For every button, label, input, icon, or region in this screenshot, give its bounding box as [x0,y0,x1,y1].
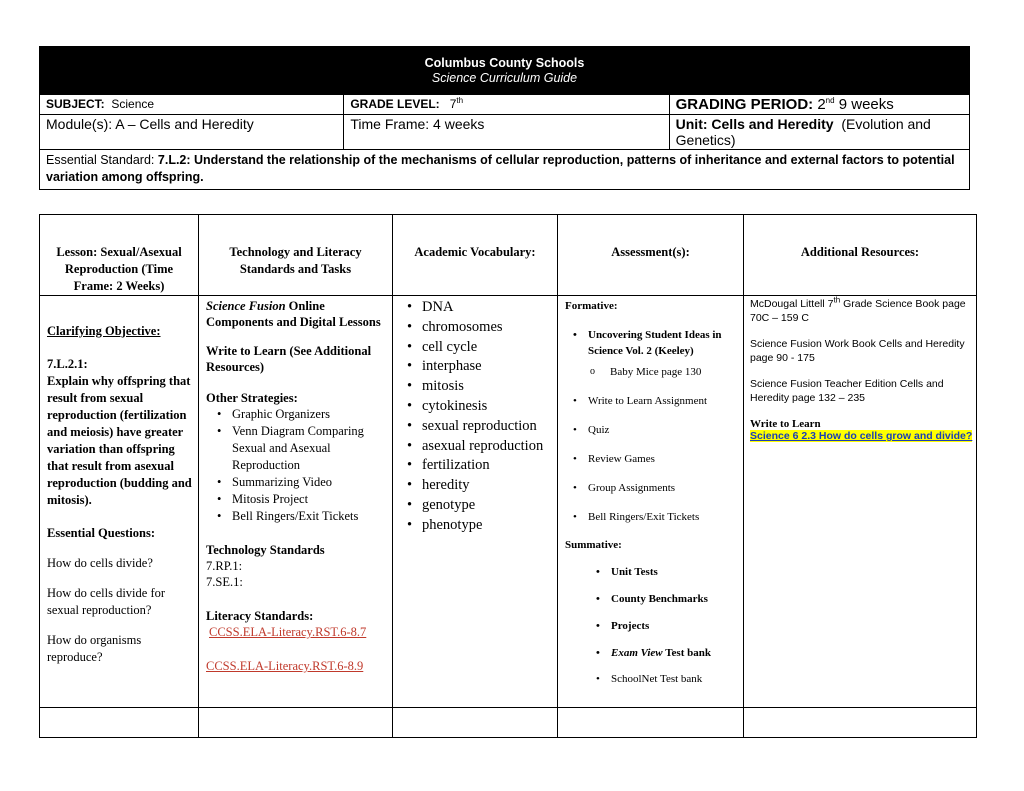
resources-cell [750,296,974,443]
technology-standards-label: Technology Standards [206,543,325,557]
header-banner [39,46,970,95]
grade-cell [343,95,668,114]
exam-view-italic: Exam View [611,647,663,659]
subject-label: SUBJECT: [46,97,105,111]
resource-1-b: Grade Science Book page 70C – 159 C [750,298,966,324]
formative-item: • Review Games [588,451,741,467]
vocab-item: • DNA [422,298,557,318]
grade-label: GRADE LEVEL: [350,97,440,111]
essential-standard [39,150,970,190]
write-to-learn-label: Write to Learn [750,418,821,430]
summative-item: • Unit Tests [611,564,741,580]
vocab-item: • sexual reproduction [422,417,557,437]
summative-item: • County Benchmarks [611,591,741,607]
col-header-resources: Additional Resources: [800,245,920,259]
vocab-item: • cytokinesis [422,397,557,417]
formative-item: • Group Assignments [588,480,741,496]
header-table [39,46,970,190]
header-row-1 [39,95,970,115]
literacy-standards-label: Literacy Standards: [206,609,314,623]
objective-code: 7.L.2.1: [47,357,88,371]
grading-value: 2 [817,96,826,113]
baby-mice-item: o Baby Mice page 130 [610,364,741,380]
strategy-item: • Bell Ringers/Exit Tickets [232,508,390,525]
summative-item: • Projects [611,618,741,634]
unit-label: Unit: Cells and Heredity [675,116,834,132]
resource-1-a: McDougal Littell 7 [750,298,834,310]
essential-questions-label: Essential Questions: [47,526,156,540]
clarifying-objective-label: Clarifying Objective: [47,324,161,338]
strategy-item: • Mitosis Project [232,491,390,508]
question-2: How do cells divide for sexual reproduction? [47,586,166,617]
resource-3: Science Fusion Teacher Edition Cells and Heredity page 132 – 235 [750,378,944,404]
school-title: Columbus County Schools [424,56,585,70]
online-italic: Science Fusion [206,299,286,313]
literacy-link-2[interactable]: CCSS.ELA-Literacy.RST.6-8.9 [206,659,364,673]
formative-list [565,327,741,359]
grading-cell [669,95,969,114]
essential-text: 7.L.2: Understand the relationship of the mechanisms of cellular reproduction, patterns of inheritance and external factors to potential variation among offspring. [46,153,955,184]
other-strategies-label: Other Strategies: [206,391,298,405]
resource-2: Science Fusion Work Book Cells and Heredity page 90 - 175 [750,338,965,364]
literacy-link-1[interactable]: CCSS.ELA-Literacy.RST.6-8.7 [209,625,367,639]
resource-1 [750,297,974,325]
col-header-vocab: Academic Vocabulary: [414,245,536,259]
formative-item: • Bell Ringers/Exit Tickets [588,509,741,525]
unit-cell [669,115,969,149]
subject-cell [40,95,343,114]
online-components [206,298,390,330]
header-row-2 [39,115,970,150]
vocab-cell [393,296,557,536]
resource-1-sup: th [833,295,841,305]
question-3: How do organisms reproduce? [47,633,142,664]
col-header-lesson: Lesson: Sexual/Asexual Reproduction (Time Frame: 2 Weeks) [56,245,182,293]
vocab-list [393,298,557,536]
lesson-cell [47,296,195,666]
module-cell: Module(s): A – Cells and Heredity [46,116,254,132]
summative-item-exam-view [611,645,741,661]
vocab-item: • heredity [422,476,557,496]
uncovering-item: • Uncovering Student Ideas in Science Vol. 2 (Keeley) [588,327,741,359]
write-to-learn: Write to Learn (See Additional Resources) [206,344,372,374]
grading-sup: nd [825,96,835,105]
tech-standard-2: 7.SE.1: [206,575,243,589]
strategy-item: • Venn Diagram Comparing Sexual and Asexual Reproduction [232,423,390,474]
grading-label: GRADING PERIOD: [675,96,814,113]
objective-text: Explain why offspring that result from sexual reproduction (fertilization and meiosis) have greater variation than offspring that result from asexual reproduction (budding and mitosis). [47,374,192,507]
grading-suffix: 9 weeks [838,96,894,113]
grade-sup: th [456,96,464,105]
formative-label: Formative: [565,300,618,312]
tech-standard-1: 7.RP.1: [206,559,243,573]
vocab-item: • mitosis [422,377,557,397]
write-to-learn-link[interactable]: Science 6 2.3 How do cells grow and divide? [750,430,973,442]
strategy-item: • Summarizing Video [232,474,390,491]
vocab-item: • cell cycle [422,338,557,358]
subject-value: Science [111,97,155,111]
lesson-table [39,214,977,738]
vocab-item: • fertilization [422,456,557,476]
summative-item: • SchoolNet Test bank [611,671,741,687]
vocab-item: • chromosomes [422,318,557,338]
time-frame-cell: Time Frame: 4 weeks [343,115,668,149]
vocab-item: • genotype [422,496,557,516]
unit-suffix: (Evolution and Genetics) [675,116,931,148]
online-rest: Online Components and Digital Lessons [206,299,381,329]
strategy-item: • Graphic Organizers [232,406,390,423]
formative-item: • Quiz [588,422,741,438]
strategies-list [206,406,390,525]
question-1: How do cells divide? [47,556,153,570]
essential-label: Essential Standard: [46,153,155,167]
assessment-cell [565,296,741,687]
guide-subtitle: Science Curriculum Guide [431,71,578,85]
vocab-item: • phenotype [422,516,557,536]
vocab-item: • asexual reproduction [422,437,557,457]
formative-item: • Write to Learn Assignment [588,393,741,409]
exam-view-rest: Test bank [665,647,711,659]
col-header-assessment: Assessment(s): [611,245,690,259]
tech-cell [206,296,390,674]
vocab-item: • interphase [422,357,557,377]
summative-label: Summative: [565,539,622,551]
col-header-tech: Technology and Literacy Standards and Tasks [229,245,362,276]
grade-value: 7 [449,97,457,111]
